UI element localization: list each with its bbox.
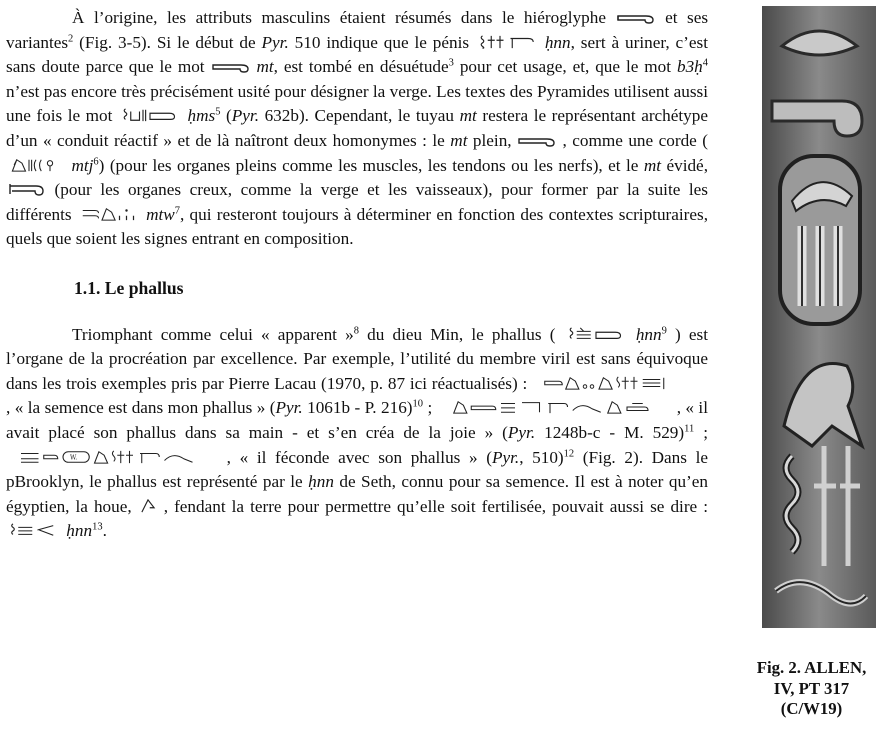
footnote-ref[interactable]: 11 — [684, 423, 695, 435]
text: mt — [643, 155, 662, 175]
mtw-glyphs-icon — [77, 207, 141, 221]
main-text — [6, 6, 708, 544]
hollow-penis-hieroglyph-icon — [6, 182, 46, 196]
text: ) (pour les organes pleins comme les muscles, les tendons ou les nerfs), et le — [98, 155, 644, 175]
caption-line: (C/W19) — [780, 699, 843, 718]
paragraph-1 — [6, 6, 708, 252]
text: , « la semence est dans mon phallus » ( — [6, 398, 276, 418]
text: À l’origine, les attributs masculins étaient résumés dans le hiéroglyphe — [72, 8, 606, 27]
text: Pyr. — [507, 422, 536, 442]
hoe-icon — [138, 499, 158, 513]
text: . — [102, 521, 107, 541]
footnote-ref[interactable]: 10 — [412, 398, 424, 410]
hnn-hoe-glyphs-icon — [6, 523, 62, 537]
footnote-ref[interactable]: 4 — [702, 57, 708, 69]
text: , sert à uriner, c’est sans doute parce que le mot — [6, 32, 708, 77]
footnote-ref[interactable]: 12 — [563, 447, 575, 459]
pyramid-text-relief-icon — [762, 6, 876, 628]
caption-line: Fig. 2. ALLEN, — [756, 658, 867, 677]
text: , 510) — [519, 447, 564, 467]
caption-line: IV, PT 317 — [773, 678, 850, 698]
text: ; — [423, 398, 437, 418]
penis-hieroglyph-icon — [517, 133, 557, 147]
hieroglyph-phrase-2-icon — [437, 400, 677, 414]
mtj-glyphs-icon — [6, 158, 66, 172]
footnote-ref[interactable]: 6 — [93, 155, 99, 167]
text: mt — [459, 106, 477, 126]
text: ( — [220, 106, 232, 126]
text: (Fig. 3-5). Si le début de — [73, 32, 262, 52]
text: (Fig. 2). Dans le pBrooklyn, le phallus est représenté par le — [6, 447, 709, 492]
figure-2-relief-image — [762, 6, 876, 628]
hnn-glyphs-icon — [475, 35, 539, 49]
text: 1248b-c - M. 529) — [535, 422, 685, 442]
text: évidé, — [661, 155, 708, 175]
text: ḥms — [187, 106, 216, 126]
text: 632b). Cependant, le tuyau — [259, 106, 460, 126]
footnote-ref[interactable]: 8 — [353, 324, 359, 336]
svg-text:W.: W. — [70, 454, 78, 462]
text: pour cet usage, et, que le mot — [453, 57, 677, 77]
text: , fendant la terre pour permettre qu’elle soit fertilisée, pouvait aussi se dire : — [157, 496, 708, 516]
hieroglyph-phrase-3-icon — [6, 450, 218, 464]
footnote-ref[interactable]: 3 — [448, 57, 454, 69]
figure-caption — [742, 658, 881, 720]
text: Pyr. — [275, 398, 303, 418]
penis-hieroglyph-icon — [616, 10, 656, 24]
text: , « il féconde avec son phallus » ( — [226, 447, 492, 467]
text: 1061b - P. 216) — [302, 398, 413, 418]
text: de Seth, connu pour sa semence. Il est à noter qu’en égyptien, la houe, — [6, 472, 708, 516]
text: ḥnn — [308, 472, 334, 492]
text: ḥnn — [635, 324, 662, 344]
section-heading: 1.1. Le phallus — [74, 277, 184, 298]
text: plein, — [467, 130, 518, 150]
text: ; — [694, 422, 708, 442]
hieroglyph-phrase-1-icon — [532, 376, 708, 390]
text: , est tombé en désuétude — [273, 57, 449, 77]
text: mt — [256, 57, 274, 77]
text: ḥnn — [66, 521, 93, 541]
text: du dieu Min, le phallus ( — [358, 324, 564, 344]
hms-glyphs-icon — [118, 108, 182, 122]
footnote-ref[interactable]: 2 — [68, 32, 74, 44]
text: Pyr. — [261, 32, 289, 52]
text: , comme une corde ( — [557, 130, 708, 150]
text: , qui resteront toujours à déterminer en fonction des contextes scripturaires, quels que soient les signes entrant en composition. — [6, 204, 708, 249]
text: 510 indique que le pénis — [288, 32, 475, 52]
text: ) est l’organe de la procréation par excellence. Par exemple, l’utilité du membre viril est sans équivoque dans les trois exemples pris par Pierre Lacau (1970, p. 87 ici réactualisés) : — [6, 324, 708, 393]
text: (pour les organes creux, comme la verge et les vaisseaux), pour former par la suite les différents — [6, 180, 708, 224]
text: Triomphant comme celui « apparent » — [72, 324, 354, 344]
text: Pyr. — [231, 106, 260, 126]
text: n’est pas encore très précisément usité pour désigner la verge. Les textes des Pyramides utilisent aussi une fois le mot — [6, 81, 708, 126]
hnn-phallus-glyphs-icon — [564, 327, 628, 341]
footnote-ref[interactable]: 7 — [174, 205, 180, 217]
text: mtj — [71, 155, 94, 175]
text: Pyr. — [491, 447, 520, 467]
text: restera le représentant archétype d’un « conduit réactif » et de là naîtront deux homonymes : le — [6, 106, 708, 150]
footnote-ref[interactable]: 13 — [92, 521, 103, 533]
footnote-ref[interactable]: 9 — [661, 324, 667, 336]
text: b3ḥ — [676, 57, 703, 77]
text: mtw — [146, 204, 175, 224]
footnote-ref[interactable]: 5 — [215, 106, 221, 118]
paragraph-2 — [6, 323, 708, 544]
text: mt — [450, 130, 468, 150]
penis-hieroglyph-icon — [211, 59, 251, 73]
text: et ses variantes — [6, 8, 709, 52]
text: ḥnn — [544, 32, 571, 52]
text: , « il avait placé son phallus dans sa main - et s’en créa de la joie » ( — [6, 398, 708, 442]
